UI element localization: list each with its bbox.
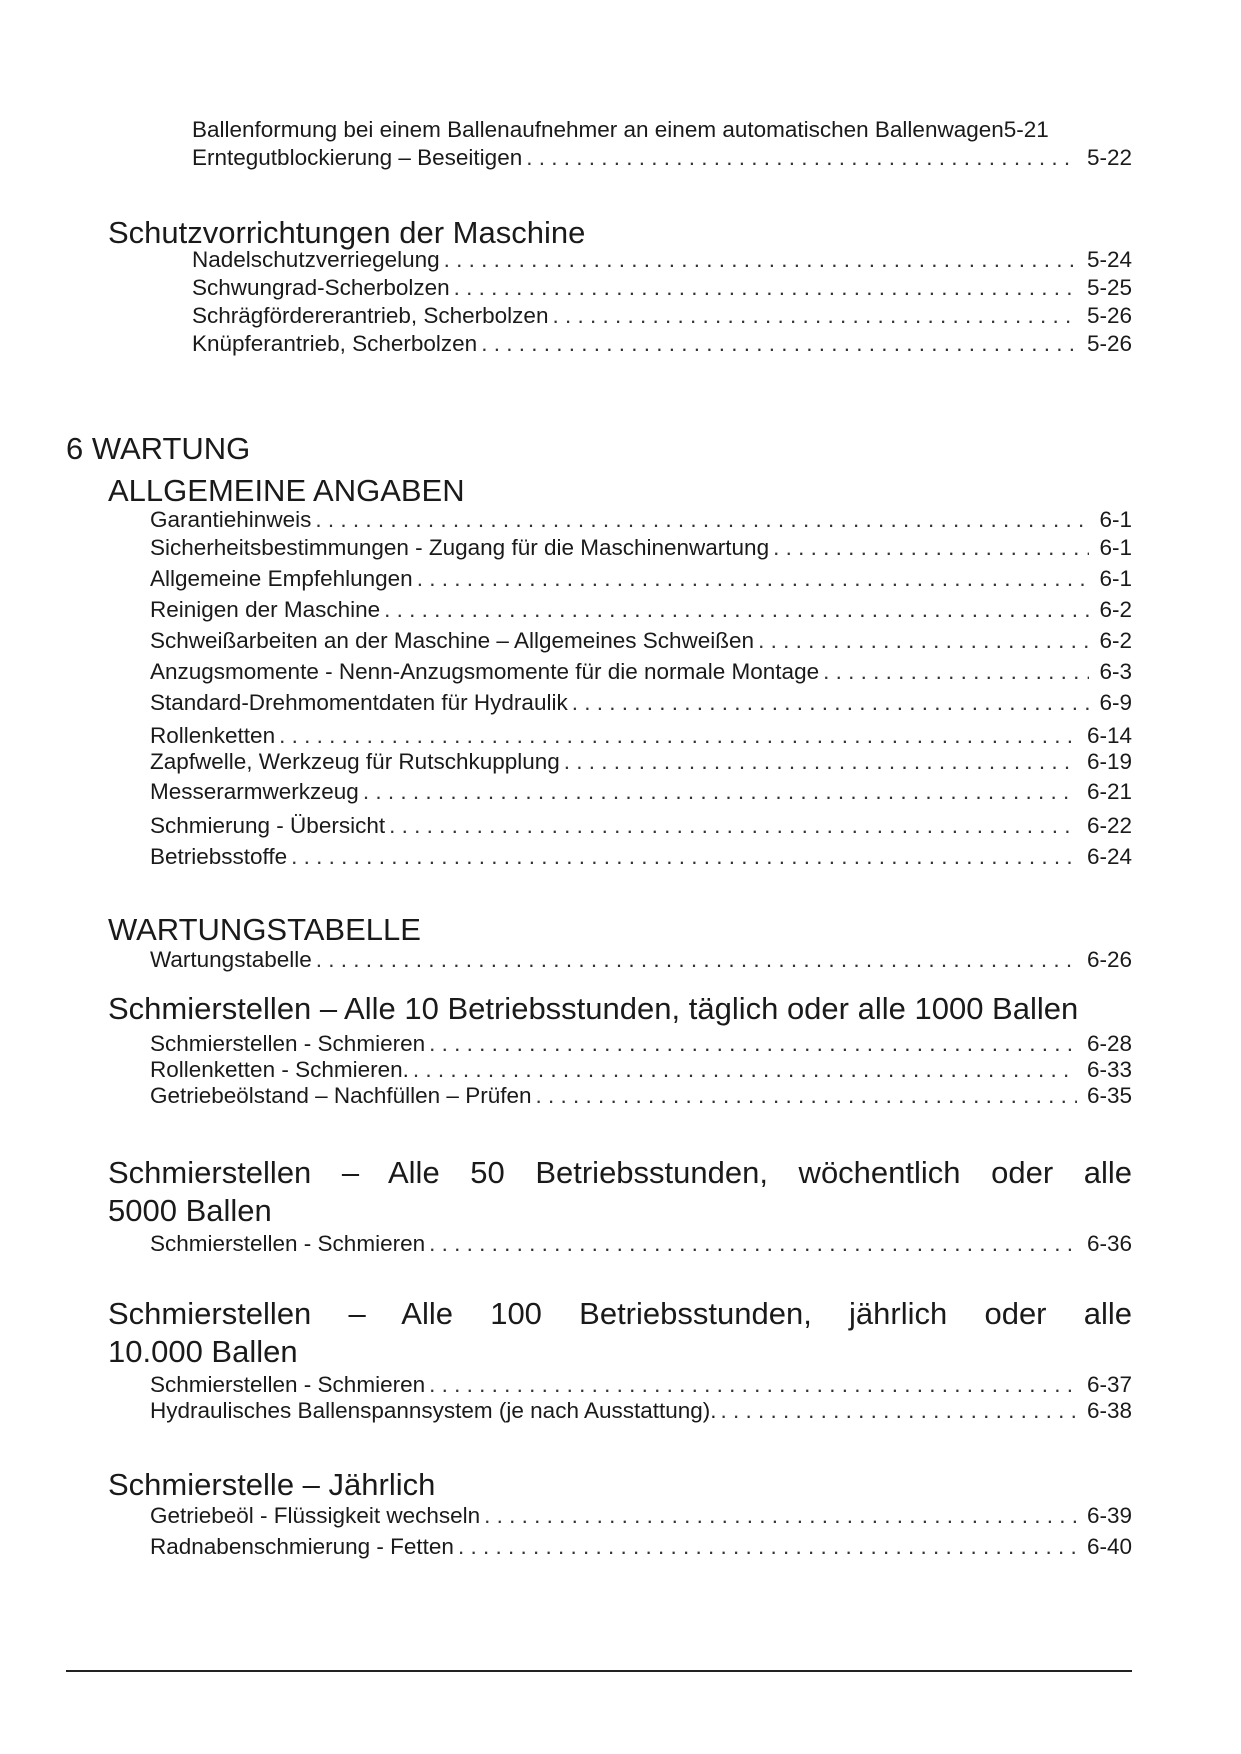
section-heading-line: 5000 Ballen [108, 1193, 272, 1228]
toc-entry-page: 6-40 [1086, 1534, 1132, 1559]
toc-entry[interactable] [192, 246, 1132, 274]
toc-entry-ballenformung[interactable] [192, 116, 1132, 144]
toc-dot-leader [773, 534, 1089, 562]
chapter-title: 6 WARTUNG [66, 431, 251, 466]
toc-dot-leader [526, 144, 1077, 172]
toc-entry[interactable] [150, 722, 1132, 750]
toc-entry-title: Radnabenschmierung - Fetten [150, 1534, 454, 1559]
toc-entry-page: 6-39 [1086, 1503, 1132, 1528]
toc-entry-page: 5-25 [1086, 275, 1132, 300]
toc-entry[interactable] [150, 627, 1132, 655]
section-heading-s100 [108, 1295, 1132, 1371]
toc-entry-title: Getriebeöl - Flüssigkeit wechseln [150, 1503, 481, 1528]
toc-entry[interactable] [192, 330, 1132, 358]
toc-dot-leader [721, 1397, 1077, 1425]
toc-entry-page: 6-38 [1086, 1398, 1132, 1423]
toc-entry-title: Schmierung - Übersicht [150, 813, 386, 838]
toc-entry-page: 6-21 [1086, 779, 1132, 804]
section-heading-schutz: Schutzvorrichtungen der Maschine [108, 215, 586, 250]
toc-entry[interactable] [150, 1533, 1132, 1561]
toc-entry[interactable] [150, 1230, 1132, 1258]
toc-entry-page: 6-33 [1086, 1057, 1132, 1082]
toc-entry-page: 6-1 [1099, 566, 1132, 591]
toc-dot-leader [454, 274, 1077, 302]
toc-entry-title: Rollenketten - Schmieren. [150, 1057, 409, 1082]
toc-dot-leader [291, 843, 1077, 871]
toc-entry-page: 5-24 [1086, 247, 1132, 272]
toc-entry-title: Rollenketten [150, 723, 276, 748]
toc-entry-title: Getriebeölstand – Nachfüllen – Prüfen [150, 1083, 532, 1108]
toc-entry-page: 6-3 [1099, 659, 1132, 684]
toc-entry-page: 5-26 [1086, 331, 1132, 356]
toc-entry[interactable] [150, 1397, 1132, 1425]
toc-entry-page: 6-19 [1086, 749, 1132, 774]
toc-entry[interactable] [150, 658, 1132, 686]
toc-entry[interactable] [150, 596, 1132, 624]
toc-dot-leader [484, 1502, 1077, 1530]
toc-entry-page: 6-26 [1086, 947, 1132, 972]
toc-entry[interactable] [150, 689, 1132, 717]
toc-dot-leader [384, 596, 1089, 624]
toc-dot-leader [429, 1230, 1077, 1258]
toc-dot-leader [363, 778, 1077, 806]
toc-dot-leader [536, 1082, 1077, 1110]
toc-entry-title: Betriebsstoffe [150, 844, 288, 869]
toc-entry-page: 6-28 [1086, 1031, 1132, 1056]
toc-entry[interactable] [150, 778, 1132, 806]
toc-entry-title: Schmierstellen - Schmieren [150, 1231, 426, 1256]
toc-entry-title: Ballenformung bei einem Ballenaufnehmer an einem automatischen Ballenwagen [192, 117, 1004, 142]
toc-entry[interactable] [150, 748, 1132, 776]
toc-dot-leader [389, 812, 1077, 840]
toc-entry-page: 6-2 [1099, 597, 1132, 622]
toc-entry[interactable] [150, 534, 1132, 562]
toc-entry[interactable] [150, 506, 1132, 534]
toc-entry[interactable] [150, 1502, 1132, 1530]
toc-dot-leader [417, 565, 1090, 593]
toc-dot-leader [552, 302, 1077, 330]
toc-entry-page: 6-9 [1099, 690, 1132, 715]
section-heading-allgemein: ALLGEMEINE ANGABEN [108, 473, 465, 508]
toc-entry-title: Garantiehinweis [150, 507, 312, 532]
toc-entry[interactable] [150, 1371, 1132, 1399]
toc-entry[interactable] [150, 843, 1132, 871]
toc-entry-page: 6-1 [1099, 535, 1132, 560]
toc-entry-title: Allgemeine Empfehlungen [150, 566, 413, 591]
toc-entry-page: 5-21 [1003, 117, 1049, 142]
toc-entry-title: Wartungstabelle [150, 947, 312, 972]
section-heading-line: Schmierstellen – Alle 50 Betriebsstunden, wöchentlich oder alle [108, 1155, 1132, 1190]
toc-dot-leader [429, 1371, 1077, 1399]
section-heading-s50 [108, 1154, 1132, 1230]
toc-dot-leader [315, 506, 1089, 534]
toc-entry-title: Knüpferantrieb, Scherbolzen [192, 331, 478, 356]
toc-entry-page: 6-24 [1086, 844, 1132, 869]
toc-dot-leader [823, 658, 1089, 686]
toc-entry[interactable] [150, 1030, 1132, 1058]
section-heading-s10: Schmierstellen – Alle 10 Betriebsstunden, täglich oder alle 1000 Ballen [108, 991, 1079, 1026]
toc-dot-leader [279, 722, 1077, 750]
section-heading-jaehrlich: Schmierstelle – Jährlich [108, 1467, 436, 1502]
toc-dot-leader [316, 946, 1077, 974]
toc-entry-page: 5-22 [1086, 145, 1132, 170]
toc-entry-title: Hydraulisches Ballenspannsystem (je nach Ausstattung). [150, 1398, 717, 1423]
toc-entry-title: Schweißarbeiten an der Maschine – Allgemeines Schweißen [150, 628, 755, 653]
toc-entry-title: Standard-Drehmomentdaten für Hydraulik [150, 690, 568, 715]
toc-entry-title: Schwungrad-Scherbolzen [192, 275, 450, 300]
toc-dot-leader [413, 1056, 1077, 1084]
toc-dot-leader [572, 689, 1090, 717]
toc-entry[interactable] [150, 946, 1132, 974]
toc-entry[interactable] [150, 812, 1132, 840]
toc-entry-page: 6-35 [1086, 1083, 1132, 1108]
toc-dot-leader [481, 330, 1077, 358]
toc-entry-title: Zapfwelle, Werkzeug für Rutschkupplung [150, 749, 560, 774]
toc-entry-erntegutblockierung[interactable] [192, 144, 1132, 172]
toc-entry-title: Sicherheitsbestimmungen - Zugang für die Maschinenwartung [150, 535, 770, 560]
toc-dot-leader [444, 246, 1077, 274]
toc-entry-title: Nadelschutzverriegelung [192, 247, 440, 272]
footer-rule [66, 1670, 1132, 1672]
toc-entry-page: 6-14 [1086, 723, 1132, 748]
toc-entry[interactable] [192, 274, 1132, 302]
toc-entry-page: 6-37 [1086, 1372, 1132, 1397]
toc-entry[interactable] [150, 565, 1132, 593]
toc-entry-page: 6-36 [1086, 1231, 1132, 1256]
section-heading-line: 10.000 Ballen [108, 1334, 298, 1369]
toc-entry-title: Schrägfördererantrieb, Scherbolzen [192, 303, 549, 328]
toc-dot-leader [564, 748, 1077, 776]
toc-entry-title: Anzugsmomente - Nenn-Anzugsmomente für die normale Montage [150, 659, 820, 684]
toc-entry-title: Schmierstellen - Schmieren [150, 1031, 426, 1056]
toc-dot-leader [458, 1533, 1077, 1561]
toc-entry-title: Schmierstellen - Schmieren [150, 1372, 426, 1397]
toc-entry[interactable] [150, 1082, 1132, 1110]
toc-entry[interactable] [192, 302, 1132, 330]
section-heading-wartungstabelle: WARTUNGSTABELLE [108, 912, 421, 947]
toc-entry[interactable] [150, 1056, 1132, 1084]
toc-entry-title: Messerarmwerkzeug [150, 779, 359, 804]
toc-entry-title: Reinigen der Maschine [150, 597, 381, 622]
section-heading-line: Schmierstellen – Alle 100 Betriebsstunden, jährlich oder alle [108, 1296, 1132, 1331]
toc-entry-page: 6-2 [1099, 628, 1132, 653]
toc-entry-page: 6-22 [1086, 813, 1132, 838]
toc-dot-leader [429, 1030, 1077, 1058]
toc-dot-leader [758, 627, 1089, 655]
toc-entry-page: 5-26 [1086, 303, 1132, 328]
toc-entry-title: Erntegutblockierung – Beseitigen [192, 145, 523, 170]
toc-entry-page: 6-1 [1099, 507, 1132, 532]
